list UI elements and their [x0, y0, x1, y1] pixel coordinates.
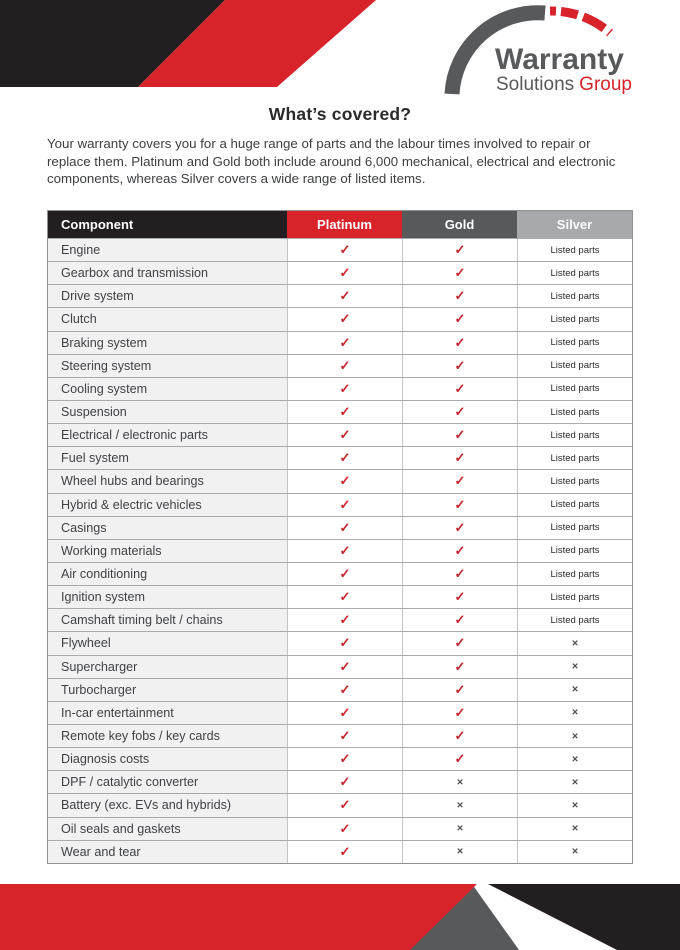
silver-cell: Listed parts [517, 285, 632, 307]
gold-cell: ✕ [402, 818, 517, 840]
silver-cell: ✕ [517, 725, 632, 747]
platinum-cell: ✓ [287, 378, 402, 400]
gold-cell: ✓ [402, 702, 517, 724]
component-cell: Electrical / electronic parts [48, 424, 287, 446]
table-row [48, 747, 632, 770]
table-row [48, 493, 632, 516]
platinum-cell: ✓ [287, 262, 402, 284]
gold-cell: ✕ [402, 771, 517, 793]
component-cell: Steering system [48, 355, 287, 377]
table-row [48, 400, 632, 423]
table-row [48, 840, 632, 863]
silver-cell: ✕ [517, 702, 632, 724]
gold-cell: ✓ [402, 262, 517, 284]
table-row [48, 678, 632, 701]
component-cell: DPF / catalytic converter [48, 771, 287, 793]
platinum-cell: ✓ [287, 656, 402, 678]
platinum-cell: ✓ [287, 239, 402, 261]
platinum-cell: ✓ [287, 609, 402, 631]
platinum-cell: ✓ [287, 517, 402, 539]
silver-cell: Listed parts [517, 378, 632, 400]
table-row [48, 655, 632, 678]
silver-cell: Listed parts [517, 308, 632, 330]
gold-cell: ✓ [402, 679, 517, 701]
table-row [48, 423, 632, 446]
gold-cell: ✕ [402, 794, 517, 816]
component-cell: Fuel system [48, 447, 287, 469]
component-cell: Engine [48, 239, 287, 261]
silver-cell: Listed parts [517, 355, 632, 377]
coverage-table-body [48, 238, 632, 863]
platinum-cell: ✓ [287, 447, 402, 469]
logo-text-warranty: Warranty [495, 43, 624, 76]
silver-cell: Listed parts [517, 540, 632, 562]
table-row [48, 631, 632, 654]
silver-cell: Listed parts [517, 424, 632, 446]
component-cell: Ignition system [48, 586, 287, 608]
gold-cell: ✓ [402, 656, 517, 678]
platinum-cell: ✓ [287, 332, 402, 354]
platinum-cell: ✓ [287, 563, 402, 585]
gold-cell: ✓ [402, 563, 517, 585]
component-cell: Clutch [48, 308, 287, 330]
platinum-cell: ✓ [287, 308, 402, 330]
component-cell: Suspension [48, 401, 287, 423]
gold-cell: ✓ [402, 540, 517, 562]
table-row [48, 724, 632, 747]
intro-paragraph: Your warranty covers you for a huge range of parts and the labour times involved to repair or replace them. Platinum and Gold both include around 6,000 mechanical, electrical and electronic components, whereas Silver covers a wide range of listed items. [47, 136, 616, 187]
gold-cell: ✓ [402, 517, 517, 539]
table-row [48, 701, 632, 724]
silver-cell: ✕ [517, 771, 632, 793]
table-row [48, 793, 632, 816]
gold-cell: ✓ [402, 332, 517, 354]
silver-cell: Listed parts [517, 239, 632, 261]
platinum-cell: ✓ [287, 841, 402, 863]
component-cell: Casings [48, 517, 287, 539]
silver-cell: ✕ [517, 748, 632, 770]
header-platinum: Platinum [287, 211, 402, 238]
platinum-cell: ✓ [287, 355, 402, 377]
platinum-cell: ✓ [287, 632, 402, 654]
silver-cell: Listed parts [517, 586, 632, 608]
component-cell: Oil seals and gaskets [48, 818, 287, 840]
gold-cell: ✓ [402, 239, 517, 261]
gold-cell: ✓ [402, 424, 517, 446]
gold-cell: ✓ [402, 308, 517, 330]
platinum-cell: ✓ [287, 771, 402, 793]
platinum-cell: ✓ [287, 725, 402, 747]
component-cell: Turbocharger [48, 679, 287, 701]
gold-cell: ✓ [402, 494, 517, 516]
table-row [48, 284, 632, 307]
table-row [48, 562, 632, 585]
component-cell: Cooling system [48, 378, 287, 400]
gold-cell: ✓ [402, 725, 517, 747]
table-row [48, 377, 632, 400]
silver-cell: Listed parts [517, 447, 632, 469]
table-row [48, 469, 632, 492]
component-cell: Remote key fobs / key cards [48, 725, 287, 747]
component-cell: Working materials [48, 540, 287, 562]
gold-cell: ✕ [402, 841, 517, 863]
component-cell: Braking system [48, 332, 287, 354]
gold-cell: ✓ [402, 378, 517, 400]
component-cell: Battery (exc. EVs and hybrids) [48, 794, 287, 816]
platinum-cell: ✓ [287, 702, 402, 724]
silver-cell: Listed parts [517, 332, 632, 354]
gold-cell: ✓ [402, 609, 517, 631]
header-component: Component [48, 211, 287, 238]
platinum-cell: ✓ [287, 401, 402, 423]
platinum-cell: ✓ [287, 494, 402, 516]
platinum-cell: ✓ [287, 748, 402, 770]
component-cell: Camshaft timing belt / chains [48, 609, 287, 631]
component-cell: Drive system [48, 285, 287, 307]
table-row [48, 539, 632, 562]
table-row [48, 770, 632, 793]
table-row [48, 261, 632, 284]
platinum-cell: ✓ [287, 586, 402, 608]
silver-cell: Listed parts [517, 517, 632, 539]
table-row [48, 307, 632, 330]
header-gold: Gold [402, 211, 517, 238]
table-row [48, 608, 632, 631]
table-row [48, 446, 632, 469]
footer-decoration [0, 884, 680, 950]
silver-cell: Listed parts [517, 401, 632, 423]
warranty-solutions-group-logo [440, 2, 658, 98]
page-title: What’s covered? [268, 104, 412, 124]
table-row [48, 585, 632, 608]
logo-text-group: Group [579, 74, 632, 95]
silver-cell: Listed parts [517, 470, 632, 492]
coverage-table [47, 210, 633, 864]
component-cell: Gearbox and transmission [48, 262, 287, 284]
silver-cell: ✕ [517, 794, 632, 816]
component-cell: Supercharger [48, 656, 287, 678]
gold-cell: ✓ [402, 401, 517, 423]
silver-cell: ✕ [517, 679, 632, 701]
component-cell: Flywheel [48, 632, 287, 654]
table-row [48, 238, 632, 261]
gold-cell: ✓ [402, 586, 517, 608]
platinum-cell: ✓ [287, 285, 402, 307]
component-cell: Diagnosis costs [48, 748, 287, 770]
gauge-red-dashes-icon [550, 11, 610, 33]
platinum-cell: ✓ [287, 540, 402, 562]
table-row [48, 516, 632, 539]
table-row [48, 354, 632, 377]
gold-cell: ✓ [402, 447, 517, 469]
silver-cell: Listed parts [517, 563, 632, 585]
component-cell: Hybrid & electric vehicles [48, 494, 287, 516]
silver-cell: Listed parts [517, 262, 632, 284]
gold-cell: ✓ [402, 355, 517, 377]
coverage-table-header [48, 211, 632, 238]
silver-cell: ✕ [517, 632, 632, 654]
platinum-cell: ✓ [287, 424, 402, 446]
silver-cell: Listed parts [517, 609, 632, 631]
gold-cell: ✓ [402, 470, 517, 492]
silver-cell: ✕ [517, 818, 632, 840]
component-cell: Wheel hubs and bearings [48, 470, 287, 492]
header-silver: Silver [517, 211, 632, 238]
component-cell: Wear and tear [48, 841, 287, 863]
gold-cell: ✓ [402, 632, 517, 654]
component-cell: Air conditioning [48, 563, 287, 585]
logo-text-solutions: Solutions [496, 74, 575, 95]
logo-text-solutions-group [496, 74, 632, 95]
table-row [48, 817, 632, 840]
silver-cell: ✕ [517, 841, 632, 863]
silver-cell: ✕ [517, 656, 632, 678]
gold-cell: ✓ [402, 285, 517, 307]
platinum-cell: ✓ [287, 818, 402, 840]
silver-cell: Listed parts [517, 494, 632, 516]
component-cell: In-car entertainment [48, 702, 287, 724]
gold-cell: ✓ [402, 748, 517, 770]
platinum-cell: ✓ [287, 470, 402, 492]
table-row [48, 331, 632, 354]
platinum-cell: ✓ [287, 794, 402, 816]
platinum-cell: ✓ [287, 679, 402, 701]
